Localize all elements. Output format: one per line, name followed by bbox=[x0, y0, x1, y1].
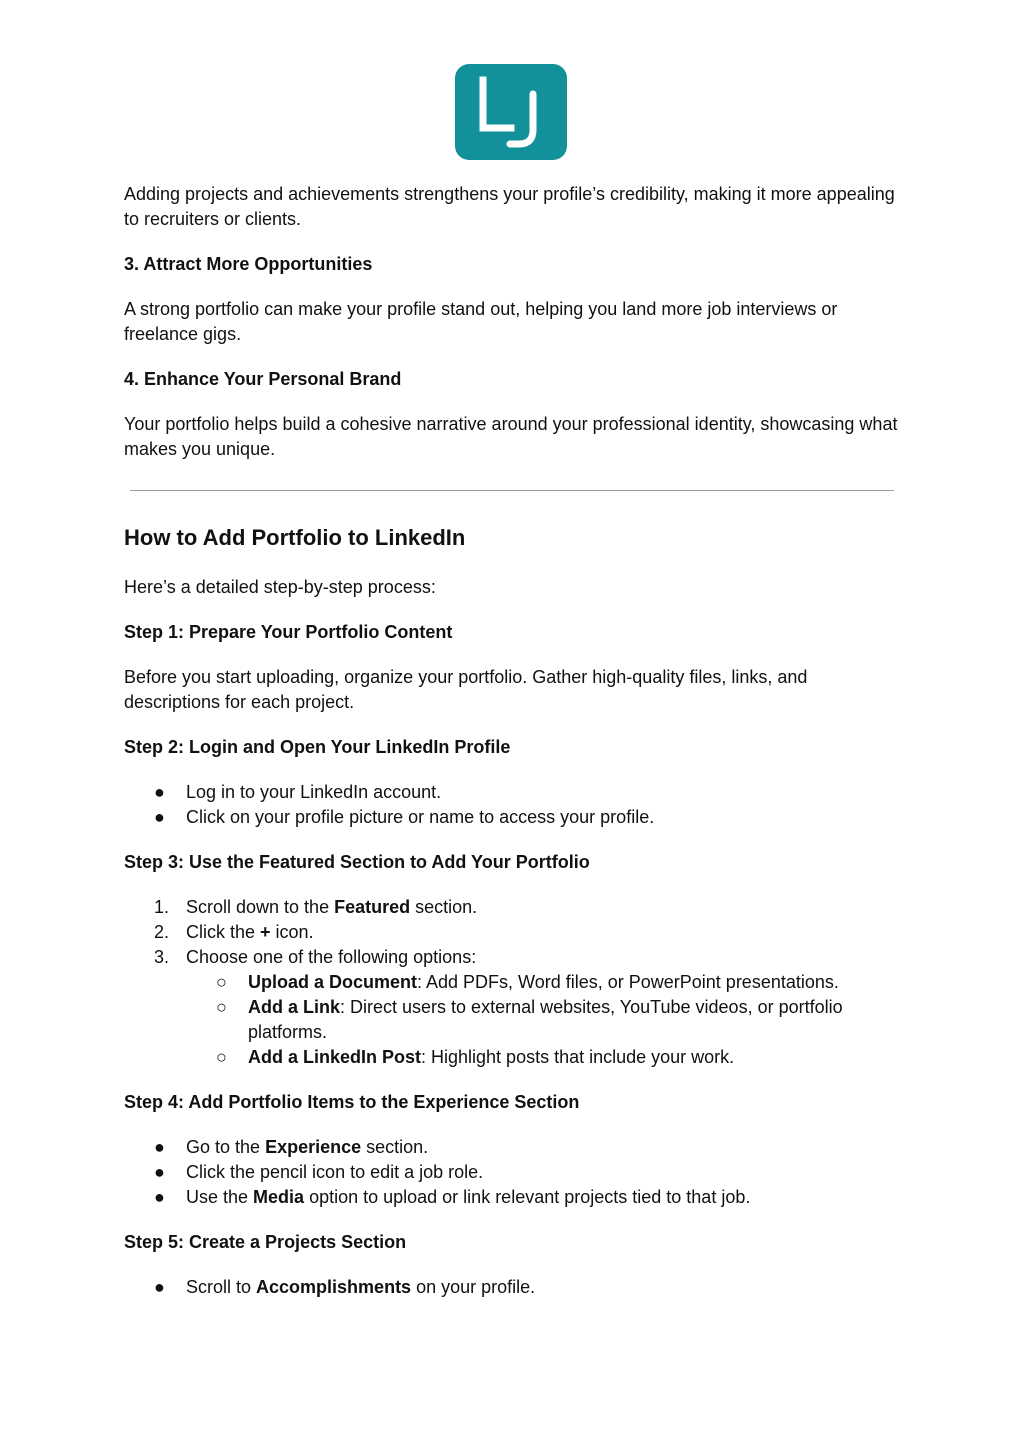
bullet-icon: ● bbox=[154, 1187, 165, 1207]
list-item-text: Use the bbox=[186, 1187, 254, 1207]
list-item-bold: Media bbox=[253, 1187, 305, 1207]
circle-bullet-icon: ○ bbox=[216, 972, 227, 992]
intro-paragraph: Adding projects and achievements strengthens your profile’s credibility, making it more appealing to recruiters or clients. bbox=[124, 184, 895, 229]
sublist-item-text: : Highlight posts that include your work. bbox=[421, 1047, 735, 1067]
list-item bbox=[124, 895, 900, 920]
howto-title: How to Add Portfolio to LinkedIn bbox=[124, 525, 466, 550]
list-item-text: Go to the bbox=[186, 1137, 266, 1157]
list-number: 2. bbox=[154, 922, 170, 942]
list-item bbox=[124, 1135, 900, 1160]
list-item bbox=[124, 780, 900, 805]
list-item-text: Scroll down to the bbox=[186, 897, 335, 917]
bullet-icon: ● bbox=[154, 1137, 165, 1157]
step1-body: Before you start uploading, organize your portfolio. Gather high-quality files, links, and descriptions for each project. bbox=[124, 667, 808, 712]
list-item bbox=[124, 805, 900, 830]
list-item-text: Choose one of the following options: bbox=[186, 947, 477, 967]
list-item bbox=[124, 945, 900, 1070]
horizontal-divider bbox=[130, 490, 894, 491]
list-item bbox=[124, 1185, 900, 1210]
list-item-bold: Featured bbox=[334, 897, 411, 917]
list-item-text: Click the bbox=[186, 922, 261, 942]
sublist-item-text: : Direct users to external websites, YouTube videos, or portfolio platforms. bbox=[248, 997, 843, 1042]
lj-logo bbox=[455, 64, 567, 160]
list-item bbox=[124, 1160, 900, 1185]
bullet-icon: ● bbox=[154, 807, 165, 827]
step1-heading: Step 1: Prepare Your Portfolio Content bbox=[124, 622, 453, 642]
bullet-icon: ● bbox=[154, 782, 165, 802]
bullet-icon: ● bbox=[154, 1277, 165, 1297]
list-item-text: section. bbox=[361, 1137, 429, 1157]
sublist-item-bold: Add a Link bbox=[248, 997, 341, 1017]
sublist-item-bold: Add a LinkedIn Post bbox=[248, 1047, 422, 1067]
list-item-text: section. bbox=[410, 897, 478, 917]
step3-list bbox=[124, 895, 900, 1070]
list-item-text: Scroll to bbox=[186, 1277, 257, 1297]
step2-list bbox=[124, 780, 900, 830]
list-item-text: option to upload or link relevant projects tied to that job. bbox=[304, 1187, 751, 1207]
step4-list bbox=[124, 1135, 900, 1210]
list-number: 3. bbox=[154, 947, 170, 967]
list-item-text: Click the pencil icon to edit a job role. bbox=[186, 1162, 484, 1182]
sublist-item bbox=[124, 1045, 900, 1070]
list-item bbox=[124, 920, 900, 945]
sublist-item bbox=[124, 995, 900, 1045]
list-number: 1. bbox=[154, 897, 170, 917]
sublist-item bbox=[124, 970, 900, 995]
step5-list bbox=[124, 1275, 900, 1300]
section4-heading: 4. Enhance Your Personal Brand bbox=[124, 369, 402, 389]
list-item-text: on your profile. bbox=[411, 1277, 536, 1297]
bullet-icon: ● bbox=[154, 1162, 165, 1182]
section3-body: A strong portfolio can make your profile stand out, helping you land more job interviews or freelance gigs. bbox=[124, 299, 838, 344]
document-content bbox=[124, 182, 900, 1320]
step3-heading: Step 3: Use the Featured Section to Add Your Portfolio bbox=[124, 852, 590, 872]
list-item-bold: Accomplishments bbox=[256, 1277, 412, 1297]
section4-body: Your portfolio helps build a cohesive narrative around your professional identity, showcasing what makes you unique. bbox=[124, 414, 898, 459]
step2-heading: Step 2: Login and Open Your LinkedIn Profile bbox=[124, 737, 511, 757]
step3-sublist bbox=[186, 970, 900, 1070]
list-item bbox=[124, 1275, 900, 1300]
circle-bullet-icon: ○ bbox=[216, 997, 227, 1017]
circle-bullet-icon: ○ bbox=[216, 1047, 227, 1067]
howto-intro: Here’s a detailed step-by-step process: bbox=[124, 577, 436, 597]
sublist-item-text: : Add PDFs, Word files, or PowerPoint presentations. bbox=[417, 972, 839, 992]
lj-logo-mark bbox=[455, 64, 567, 160]
step4-heading: Step 4: Add Portfolio Items to the Experience Section bbox=[124, 1092, 580, 1112]
list-item-bold: + bbox=[260, 922, 271, 942]
step5-heading: Step 5: Create a Projects Section bbox=[124, 1232, 407, 1252]
sublist-item-bold: Upload a Document bbox=[248, 972, 418, 992]
list-item-bold: Experience bbox=[265, 1137, 362, 1157]
section3-heading: 3. Attract More Opportunities bbox=[124, 254, 373, 274]
list-item-text: icon. bbox=[270, 922, 314, 942]
list-item-text: Log in to your LinkedIn account. bbox=[186, 782, 442, 802]
list-item-text: Click on your profile picture or name to access your profile. bbox=[186, 807, 655, 827]
